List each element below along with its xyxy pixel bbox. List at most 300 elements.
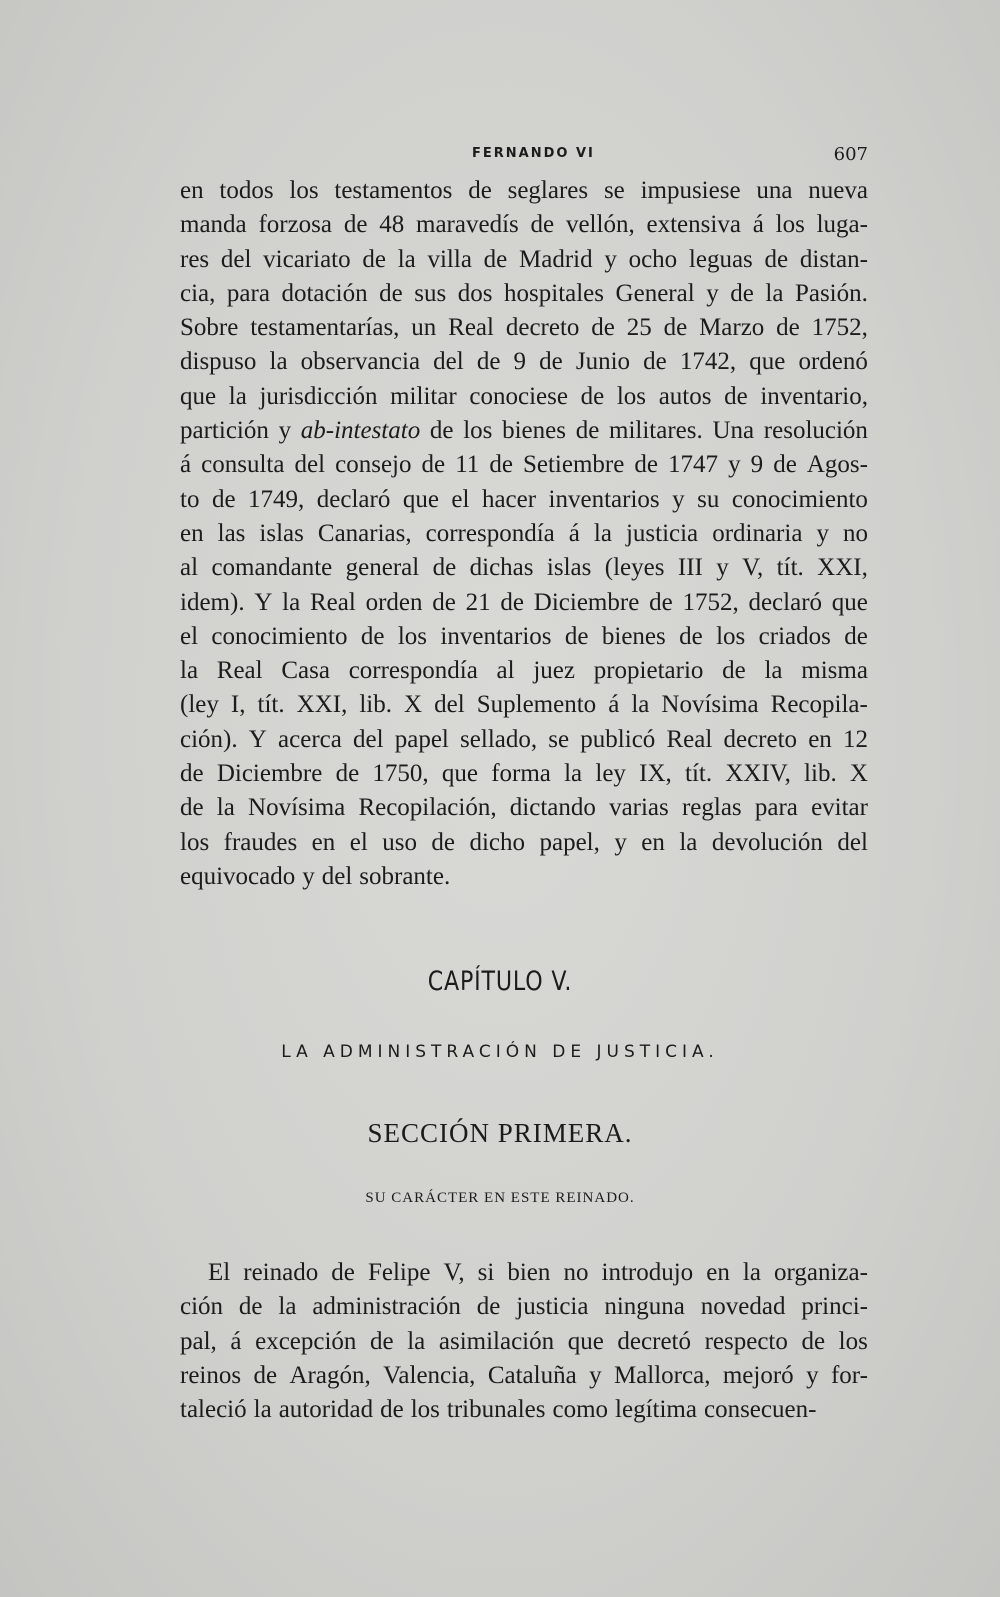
text-line — [180, 860, 868, 894]
word: lib. — [804, 760, 837, 788]
word: de — [421, 451, 446, 479]
word: XXI, — [296, 691, 348, 719]
word: inventarios — [548, 485, 660, 513]
word: que — [831, 588, 868, 616]
word: luga- — [816, 211, 868, 239]
word: maravedís — [416, 211, 519, 239]
word: vellón, — [565, 211, 635, 239]
word: Y — [254, 588, 273, 616]
word: de — [663, 314, 688, 342]
word: sellado, — [460, 725, 538, 753]
word: de — [489, 451, 513, 479]
word: de — [580, 382, 605, 410]
word: de — [432, 588, 456, 616]
word: Felipe — [367, 1259, 431, 1286]
word: á — [608, 691, 620, 719]
word: la — [278, 1293, 297, 1321]
word: Recopila- — [770, 691, 868, 719]
word: al — [180, 554, 199, 582]
word: de — [211, 485, 236, 513]
word: Sobre — [180, 314, 239, 342]
text-line — [180, 380, 868, 414]
word: consecuen- — [703, 1396, 817, 1424]
word: militares. — [609, 417, 703, 445]
word: en — [180, 177, 204, 204]
word: la — [564, 760, 583, 788]
word: sus — [414, 279, 447, 307]
text-line — [180, 277, 868, 311]
word: la — [397, 245, 416, 273]
word: manda — [180, 211, 247, 239]
word: de — [331, 1259, 355, 1286]
word: su — [697, 485, 720, 513]
word: y — [816, 519, 829, 547]
word: introdujo — [601, 1259, 694, 1286]
word: acerca — [278, 725, 342, 753]
word: juez — [533, 657, 575, 685]
word: los — [716, 622, 746, 650]
word: Valencia, — [383, 1361, 476, 1389]
word: reinado — [243, 1259, 319, 1286]
word: y — [806, 1361, 819, 1389]
word: legítima — [615, 1396, 697, 1424]
word: del — [220, 245, 252, 273]
word: tít. — [685, 760, 713, 788]
text-line — [180, 1256, 868, 1290]
text-line — [180, 174, 868, 208]
word: de — [253, 1361, 278, 1389]
word: Aragón, — [289, 1361, 371, 1389]
word: reglas — [681, 794, 742, 822]
word: justicia — [516, 1293, 589, 1321]
paragraph-testamentos — [180, 174, 868, 894]
word: no — [563, 1259, 589, 1286]
word: 1747 — [668, 451, 719, 479]
word: extensiva — [646, 211, 741, 239]
word: y — [728, 451, 741, 479]
word: impusiese — [640, 177, 741, 204]
word: en — [180, 519, 204, 547]
word: en — [808, 725, 832, 753]
word: islas — [546, 554, 592, 582]
text-line — [180, 723, 868, 757]
word: si — [477, 1259, 495, 1286]
word: sobrante. — [359, 862, 451, 890]
word: uso — [382, 828, 417, 856]
word: orden — [365, 588, 423, 616]
text-line — [180, 791, 868, 825]
word: decreto — [723, 725, 798, 753]
word: comandante — [211, 554, 333, 582]
word: testamentarías, — [250, 314, 400, 342]
word: de — [844, 622, 868, 650]
text-line — [180, 1393, 868, 1427]
word: la — [253, 1396, 272, 1424]
word: del — [433, 348, 464, 376]
word: de — [724, 382, 748, 410]
word: fraudes — [223, 828, 298, 856]
word: 1750, — [372, 760, 429, 788]
word: y — [614, 828, 627, 856]
word: devolución — [711, 828, 823, 856]
word: distan- — [799, 245, 868, 273]
word: tribunales — [446, 1396, 546, 1424]
word: declaró — [748, 588, 823, 616]
word: dichas — [469, 554, 534, 582]
word: de — [362, 245, 386, 273]
word: que — [567, 1327, 604, 1355]
word: la — [269, 348, 288, 376]
word: el — [451, 485, 470, 513]
word: del — [294, 451, 326, 479]
word: dictando — [509, 794, 596, 822]
word: de — [591, 314, 615, 342]
word: de — [634, 451, 658, 479]
word: Novísima — [661, 691, 759, 719]
word: de — [476, 1293, 501, 1321]
word: y — [672, 485, 685, 513]
word: y — [302, 862, 315, 890]
word: tít. — [776, 554, 804, 582]
word: excepción — [255, 1327, 357, 1355]
text-line — [180, 243, 868, 277]
word: 9 — [513, 348, 527, 376]
word: que — [441, 760, 478, 788]
text-line — [180, 345, 868, 379]
word: los — [616, 382, 647, 410]
word: de — [379, 279, 403, 307]
word: la — [180, 657, 199, 685]
word: tít. — [257, 691, 285, 719]
word: de — [476, 348, 501, 376]
word: 1752, — [811, 314, 868, 342]
word: del — [321, 862, 353, 890]
word: los — [463, 417, 493, 445]
word: forzosa — [258, 211, 333, 239]
word: Marzo — [699, 314, 765, 342]
text-line — [180, 208, 868, 242]
word: dispuso — [180, 348, 257, 376]
word: la — [764, 657, 783, 685]
word: en — [641, 828, 665, 856]
word: to — [180, 485, 200, 513]
word: al — [496, 657, 515, 685]
word: de — [776, 314, 800, 342]
word: El — [208, 1259, 231, 1286]
word: 12 — [842, 725, 868, 753]
word: ley — [595, 760, 626, 788]
word: X — [404, 691, 423, 719]
word: bienes — [502, 417, 566, 445]
word: bien — [507, 1259, 551, 1286]
word: y — [716, 554, 729, 582]
word: decreto — [505, 314, 580, 342]
word: General — [615, 279, 695, 307]
word: de — [360, 622, 385, 650]
word: militar — [390, 382, 457, 410]
word: nueva — [808, 177, 868, 204]
word: observancia — [300, 348, 421, 376]
word: 1742, — [679, 348, 737, 376]
word: para — [226, 279, 270, 307]
word: misma — [801, 657, 868, 685]
word: Setiembre — [522, 451, 625, 479]
word: hacer — [481, 485, 537, 513]
word: general — [345, 554, 420, 582]
word: la — [593, 519, 612, 547]
word: asimilación — [438, 1327, 555, 1355]
word: Real — [448, 314, 494, 342]
page-number: 607 — [833, 144, 868, 165]
word: conociese — [469, 382, 568, 410]
word: Mallorca, — [613, 1361, 711, 1389]
word: (ley — [180, 691, 219, 719]
word: Pasión. — [794, 279, 868, 307]
word: V, — [443, 1259, 465, 1286]
word: los — [838, 1327, 868, 1355]
word: Canarias, — [317, 519, 412, 547]
text-line — [180, 551, 868, 585]
word: un — [411, 314, 437, 342]
word: 25 — [626, 314, 652, 342]
text-line — [180, 586, 868, 620]
word: autos — [658, 382, 712, 410]
word: para — [754, 794, 798, 822]
word: una — [756, 177, 793, 204]
text-line — [180, 1359, 868, 1393]
word: del — [434, 691, 465, 719]
word: res — [180, 245, 210, 273]
word: los — [775, 211, 805, 239]
word: de — [679, 622, 703, 650]
word: del — [353, 725, 384, 753]
word: dicho — [469, 828, 526, 856]
word: 9 — [750, 451, 764, 479]
word: criados — [758, 622, 831, 650]
text-line — [180, 620, 868, 654]
word: de — [764, 245, 789, 273]
word: ordinaria — [712, 519, 803, 547]
word: la — [765, 279, 784, 307]
word: la — [216, 794, 235, 822]
word: vicariato — [263, 245, 351, 273]
word: forma — [491, 760, 551, 788]
word: partición — [180, 417, 269, 445]
word: se — [548, 725, 570, 753]
word: villa — [427, 245, 472, 273]
word: se — [603, 177, 625, 204]
word: de — [773, 451, 797, 479]
word: á — [568, 519, 580, 547]
word: de — [530, 211, 555, 239]
word: Recopilación, — [358, 794, 497, 822]
word: Diciembre — [216, 760, 323, 788]
text-line — [180, 483, 868, 517]
word: (leyes — [604, 554, 665, 582]
section-subtitle: SU CARÁCTER EN ESTE REINADO. — [365, 1190, 635, 1206]
word: á — [230, 1327, 242, 1355]
word: jurisdicción — [259, 382, 378, 410]
word: la — [742, 1259, 761, 1286]
word: como — [552, 1396, 609, 1424]
word: evitar — [811, 794, 868, 822]
word: ción — [180, 1293, 224, 1321]
word: todos — [219, 177, 274, 204]
word: á — [180, 451, 192, 479]
word: lib. — [359, 691, 393, 719]
word: declaró — [316, 485, 391, 513]
word: de — [432, 554, 457, 582]
word: equivocado — [180, 862, 296, 890]
text-line — [180, 448, 868, 482]
word: 1749, — [248, 485, 305, 513]
word: de — [380, 1396, 404, 1424]
word: ninguna — [604, 1293, 685, 1321]
word: de — [431, 828, 456, 856]
word: X — [849, 760, 868, 788]
word: de — [730, 279, 754, 307]
word: bienes — [601, 622, 666, 650]
word: el — [349, 828, 368, 856]
word: de — [468, 177, 492, 204]
word: Junio — [575, 348, 631, 376]
word: de — [180, 794, 204, 822]
word: Suplemento — [476, 691, 597, 719]
running-head — [180, 144, 868, 168]
word: no — [842, 519, 868, 547]
section-title: SECCIÓN PRIMERA. — [367, 1118, 633, 1148]
text-line — [180, 414, 868, 448]
word: seglares — [507, 177, 589, 204]
word: de — [575, 417, 600, 445]
word: 21 — [465, 588, 491, 616]
word: XXIV, — [725, 760, 791, 788]
word: de — [649, 588, 673, 616]
word: que — [749, 348, 786, 376]
word: los — [410, 1396, 440, 1424]
word: Agos- — [806, 451, 868, 479]
word: la — [407, 1327, 426, 1355]
word: los — [180, 828, 210, 856]
text-line — [180, 688, 868, 722]
word: Cataluña — [487, 1361, 577, 1389]
paragraph-reinado — [180, 1256, 868, 1427]
word: consulta — [201, 451, 285, 479]
word: de — [238, 1293, 263, 1321]
word: y — [589, 1361, 602, 1389]
running-title: FERNANDO VI — [472, 146, 595, 161]
word: los — [289, 177, 319, 204]
word: Y — [248, 725, 267, 753]
word: papel, — [539, 828, 600, 856]
word: conocimiento — [731, 485, 868, 513]
word: en — [706, 1259, 730, 1286]
word: leguas — [688, 245, 753, 273]
word: inventarios — [440, 622, 552, 650]
word: justicia — [625, 519, 699, 547]
word: de — [429, 417, 454, 445]
word: I, — [230, 691, 246, 719]
word: del — [837, 828, 868, 856]
word: de — [564, 622, 589, 650]
word: Madrid — [519, 245, 593, 273]
word: la — [228, 382, 247, 410]
word: Casa — [281, 657, 330, 685]
word: dotación — [281, 279, 368, 307]
word: correspondía — [425, 519, 555, 547]
word: Real — [309, 588, 356, 616]
word: V, — [742, 554, 764, 582]
word: 48 — [379, 211, 405, 239]
word: de — [370, 1327, 394, 1355]
text-line — [180, 517, 868, 551]
word: decretó — [617, 1327, 691, 1355]
word: y — [706, 279, 719, 307]
word: el — [180, 622, 199, 650]
word: de — [643, 348, 667, 376]
word: y — [604, 245, 617, 273]
word: ordenó — [798, 348, 868, 376]
word: testamentos — [334, 177, 453, 204]
word: varias — [609, 794, 669, 822]
word: Diciembre — [533, 588, 640, 616]
text-line — [180, 1290, 868, 1324]
word: de — [500, 588, 525, 616]
word: Una — [712, 417, 755, 445]
word: la — [282, 588, 301, 616]
word: XXI, — [817, 554, 868, 582]
word: mejoró — [722, 1361, 794, 1389]
word: princi- — [801, 1293, 868, 1321]
text-line — [180, 757, 868, 791]
word: de — [801, 1327, 826, 1355]
word: respecto — [704, 1327, 788, 1355]
text-line — [180, 311, 868, 345]
word: IX, — [639, 760, 672, 788]
word: las — [217, 519, 246, 547]
word: publicó — [580, 725, 656, 753]
word: islas — [259, 519, 304, 547]
word: de — [343, 211, 368, 239]
word: y — [278, 417, 292, 445]
word: Novísima — [248, 794, 346, 822]
word: de — [539, 348, 563, 376]
text-line — [180, 654, 868, 688]
word: hospitales — [504, 279, 605, 307]
word: á — [752, 211, 764, 239]
word: la — [631, 691, 650, 719]
word: 1752, — [682, 588, 739, 616]
word: administración — [312, 1293, 461, 1321]
word: ocho — [628, 245, 678, 273]
word: consejo — [335, 451, 412, 479]
text-line — [180, 826, 868, 860]
word: correspondía — [348, 657, 478, 685]
word: 11 — [455, 451, 480, 479]
word: resolución — [763, 417, 868, 445]
word: cia, — [180, 279, 216, 307]
word: que — [180, 382, 217, 410]
word: papel — [394, 725, 449, 753]
word: propietario — [593, 657, 704, 685]
word: ab-intestato — [300, 417, 421, 445]
text-line — [180, 1325, 868, 1359]
word: de — [180, 760, 204, 788]
word: taleció — [180, 1396, 247, 1424]
word: idem). — [180, 588, 245, 616]
word: inventario, — [760, 382, 868, 410]
word: de — [722, 657, 746, 685]
